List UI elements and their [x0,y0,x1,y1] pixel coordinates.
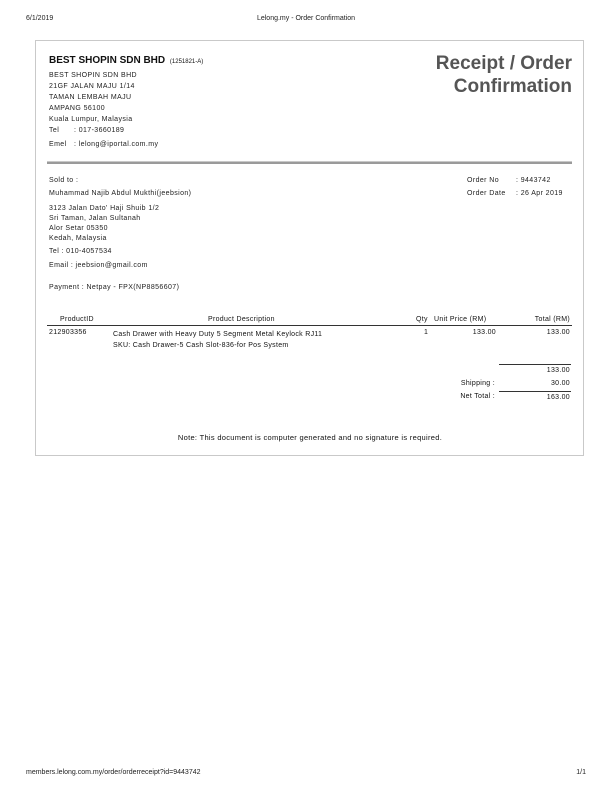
order-date: : 26 Apr 2019 [516,190,563,197]
col-header-qty: Qty [416,316,428,323]
order-no: : 9443742 [516,177,551,184]
table-header-divider [47,325,572,326]
col-header-unit-price: Unit Price (RM) [434,316,487,323]
print-page-number: 1/1 [576,769,586,776]
document-title-line: Receipt / Order [435,53,572,74]
buyer-email: Email : jeebsion@gmail.com [49,262,148,269]
buyer-address-line: Sri Taman, Jalan Sultanah [49,215,141,222]
print-page-title: Lelong.my - Order Confirmation [256,15,356,22]
item-description [113,329,322,351]
seller-address-line: Kuala Lumpur, Malaysia [49,116,133,123]
seller-email-label: Emel [49,141,67,148]
subtotal-value: 133.00 [546,367,570,374]
net-total-divider [499,391,571,392]
buyer-name: Muhammad Najib Abdul Mukthi(jeebsion) [49,190,192,197]
print-footer-url[interactable]: members.lelong.com.my/order/orderreceipt?id=9443742 [26,769,201,776]
payment-method: Payment : Netpay - FPX(NP8856607) [49,284,180,291]
shipping-value: 30.00 [550,380,570,387]
buyer-address-line: Alor Setar 05350 [49,225,108,232]
buyer-tel: Tel : 010-4057534 [49,248,112,255]
buyer-address [49,204,159,244]
order-no-label: Order No [467,177,499,184]
seller-reg-no: (1251821-A) [169,59,204,65]
document-title-line: Confirmation [453,76,572,97]
buyer-address-line: Kedah, Malaysia [49,235,107,242]
buyer-address-line: 3123 Jalan Dato' Haji Shuib 1/2 [49,205,160,212]
net-total-value: 163.00 [546,394,570,401]
item-qty: 1 [424,329,429,336]
print-date: 6/1/2019 [26,15,54,22]
header-divider [47,161,572,164]
order-date-label: Order Date [467,190,506,197]
item-description-line: Cash Drawer with Heavy Duty 5 Segment Metal Keylock RJ11 [113,331,323,338]
seller-address-line: TAMAN LEMBAH MAJU [49,94,132,101]
col-header-description: Product Description [208,316,275,323]
seller-address-line: BEST SHOPIN SDN BHD [49,72,137,79]
col-header-product-id: ProductID [60,316,94,323]
shipping-label: Shipping : [460,380,495,387]
seller-address-line: 21GF JALAN MAJU 1/14 [49,83,135,90]
seller-name-text: BEST SHOPIN SDN BHD [49,55,166,66]
seller-tel-label: Tel [49,127,60,134]
document-title [372,52,572,98]
seller-tel: : 017-3660189 [74,127,125,134]
seller-address [49,70,137,125]
item-total: 133.00 [546,329,570,336]
seller-name [49,55,203,66]
sold-to-label: Sold to : [49,177,79,184]
subtotal-divider [499,364,571,365]
item-unit-price: 133.00 [472,329,496,336]
net-total-label: Net Total : [460,393,495,400]
col-header-total: Total (RM) [534,316,570,323]
seller-email: : lelong@iportal.com.my [74,141,159,148]
item-sku-line: SKU: Cash Drawer-5 Cash Slot-836-for Pos System [113,342,289,349]
seller-address-line: AMPANG 56100 [49,105,106,112]
item-product-id: 212903356 [49,329,87,336]
computer-generated-note: Note: This document is computer generated and no signature is required. [177,433,443,442]
